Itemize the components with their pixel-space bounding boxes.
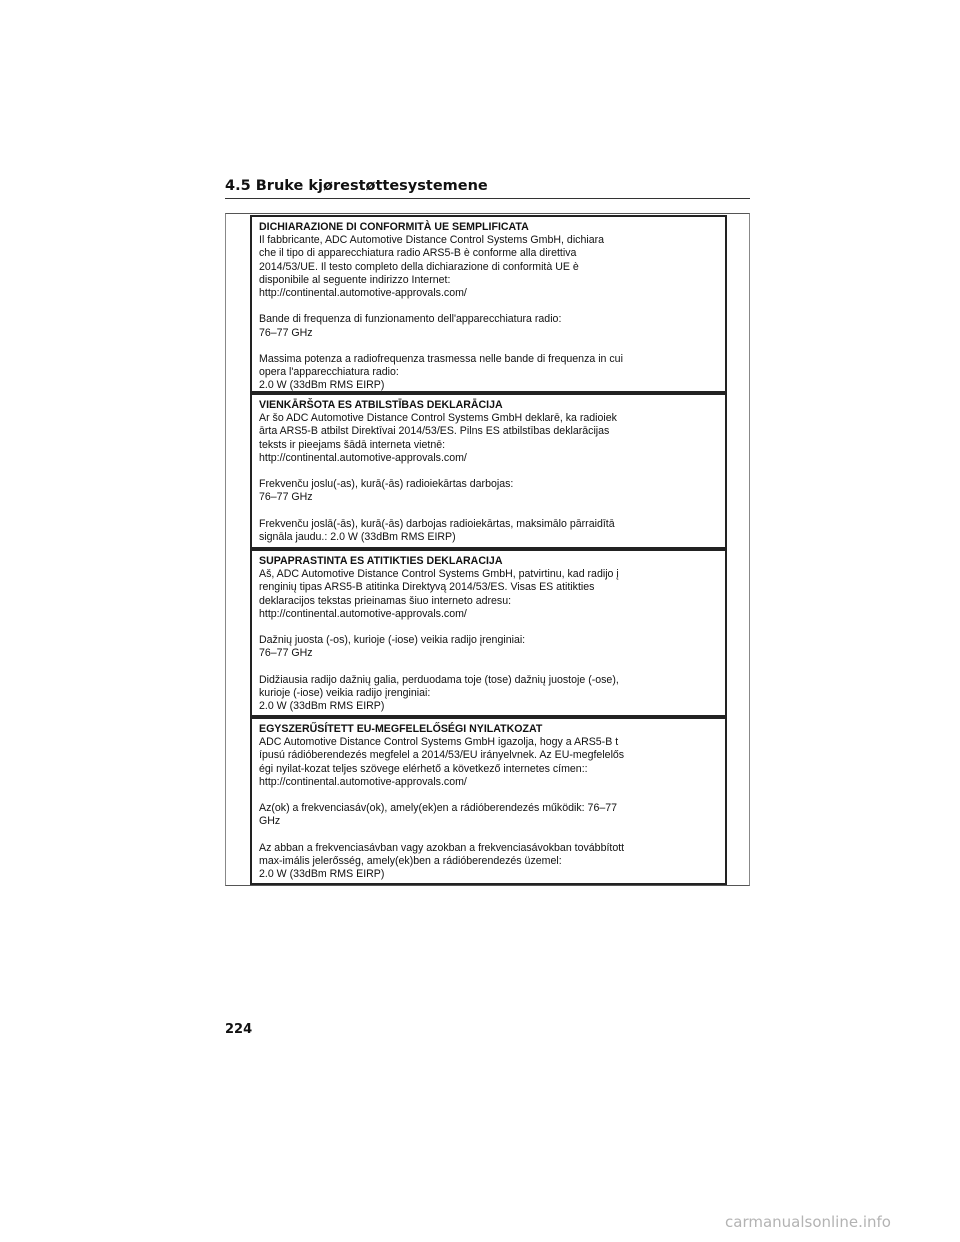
declaration-text-line: kurioje (-iose) veikia radijo įrenginiai: [259,687,431,699]
declaration-text-line: Az abban a frekvenciasávban vagy azokban a frekvenciasávokban továbbított [259,841,625,854]
declaration-text-line: Aš, ADC Automotive Distance Control Systems GmbH, patvirtinu, kad radijo į [259,568,619,581]
section-header-title: 4.5 Bruke kjørestøttesystemene [225,178,488,194]
declaration-text-line: che il tipo di apparecchiatura radio ARS5-B è conforme alla direttiva [259,247,577,260]
declaration-text-line: signāla jaudu.: 2.0 W (33dBm RMS EIRP) [259,531,456,543]
declaration-text-line: 2.0 W (33dBm RMS EIRP) [259,700,385,713]
declaration-text-line: disponibile al seguente indirizzo Internet: [259,273,451,286]
declaration-text-line: http://continental.automotive-approvals.com/ [259,775,467,788]
declaration-text-line: Il fabbricante, ADC Automotive Distance Control Systems GmbH, dichiara [259,234,605,247]
declaration-title: EGYSZERŰSÍTETT EU-MEGFELELŐSÉGI NYILATKOZAT [259,723,543,735]
watermark-text: carmanualsonline.info [725,1213,891,1231]
declaration-box-latvian [250,393,727,549]
page-number: 224 [225,1022,253,1037]
declaration-box-italian [250,215,727,393]
declaration-text-line: 2014/53/UE. Il testo completo della dichiarazione di conformità UE è [259,260,579,273]
paragraph-gap [259,829,719,842]
declaration-text-line: Frekvenču joslā(-ās), kurā(-ās) darbojas radioiekārtas, maksimālo pārraidītā [259,517,615,530]
declaration-text-line: Ar šo ADC Automotive Distance Control Systems GmbH deklarē, ka radioiek [259,412,617,425]
declaration-text-line: max-imális jelerősség, amely(ek)ben a rádióberendezés üzemel: [259,855,562,867]
paragraph-gap [259,340,719,353]
declaration-title: SUPAPRASTINTA ES ATITIKTIES DEKLARACIJA [259,555,503,567]
declaration-text-line: 2.0 W (33dBm RMS EIRP) [259,379,385,392]
declaration-box-hungarian [250,717,727,885]
declaration-text-line: Bande di frequenza di funzionamento dell'apparecchiatura radio: [259,313,562,326]
paragraph-gap [259,661,719,674]
declaration-box-lithuanian [250,549,727,717]
declaration-text-line: 76–77 GHz [259,647,313,660]
paragraph-gap [259,505,719,518]
declaration-text-line: ípusú rádióberendezés megfelel a 2014/53/EU irányelvnek. Az EU-megfelelős [259,749,625,762]
declaration-text-line: renginių tipas ARS5-B atitinka Direktyvą 2014/53/ES. Visas ES atitikties [259,581,595,594]
paragraph-gap [259,621,719,634]
declaration-text-line: égi nyilat-kozat teljes szövege elérhető a következő internetes címen:: [259,762,588,775]
declaration-text-line: Massima potenza a radiofrequenza trasmessa nelle bande di frequenza in cui [259,353,623,365]
declaration-text-line: 2.0 W (33dBm RMS EIRP) [259,868,385,881]
declaration-text-line: http://continental.automotive-approvals.com/ [259,287,467,300]
paragraph-gap [259,465,719,478]
paragraph-gap [259,300,719,313]
declaration-text-line: Dažnių juosta (-os), kurioje (-iose) veikia radijo įrenginiai: [259,634,526,647]
declaration-text-line: Frekvenču joslu(-as), kurā(-ās) radioiekārtas darbojas: [259,478,514,491]
declaration-title: DICHIARAZIONE DI CONFORMITÀ UE SEMPLIFICATA [259,221,529,233]
declaration-text-line: http://continental.automotive-approvals.com/ [259,607,467,620]
declaration-title: VIENKĀRŠOTA ES ATBILSTĪBAS DEKLARĀCIJA [259,399,503,411]
declaration-text-line: 76–77 GHz [259,326,313,339]
paragraph-gap [259,789,719,802]
declaration-text-line: opera l'apparecchiatura radio: [259,366,399,379]
declaration-text-line: 76–77 GHz [259,491,313,504]
header-divider [225,198,750,199]
declaration-text-line: GHz [259,815,281,828]
declaration-text-line: ārta ARS5-B atbilst Direktīvai 2014/53/ES. Pilns ES atbilstības deklarācijas [259,425,610,438]
declaration-text-line: ADC Automotive Distance Control Systems GmbH igazolja, hogy a ARS5-B t [259,736,619,749]
declaration-text-line: deklaracijos tekstas prieinamas šiuo interneto adresu: [259,594,512,607]
declaration-text-line: Didžiausia radijo dažnių galia, perduodama toje (tose) dažnių juostoje (-ose), [259,673,619,686]
declaration-text-line: teksts ir pieejams šādā interneta vietnē: [259,438,446,451]
declaration-text-line: http://continental.automotive-approvals.com/ [259,451,467,464]
declaration-text-line: Az(ok) a frekvenciasáv(ok), amely(ek)en a rádióberendezés működik: 76–77 [259,802,618,815]
